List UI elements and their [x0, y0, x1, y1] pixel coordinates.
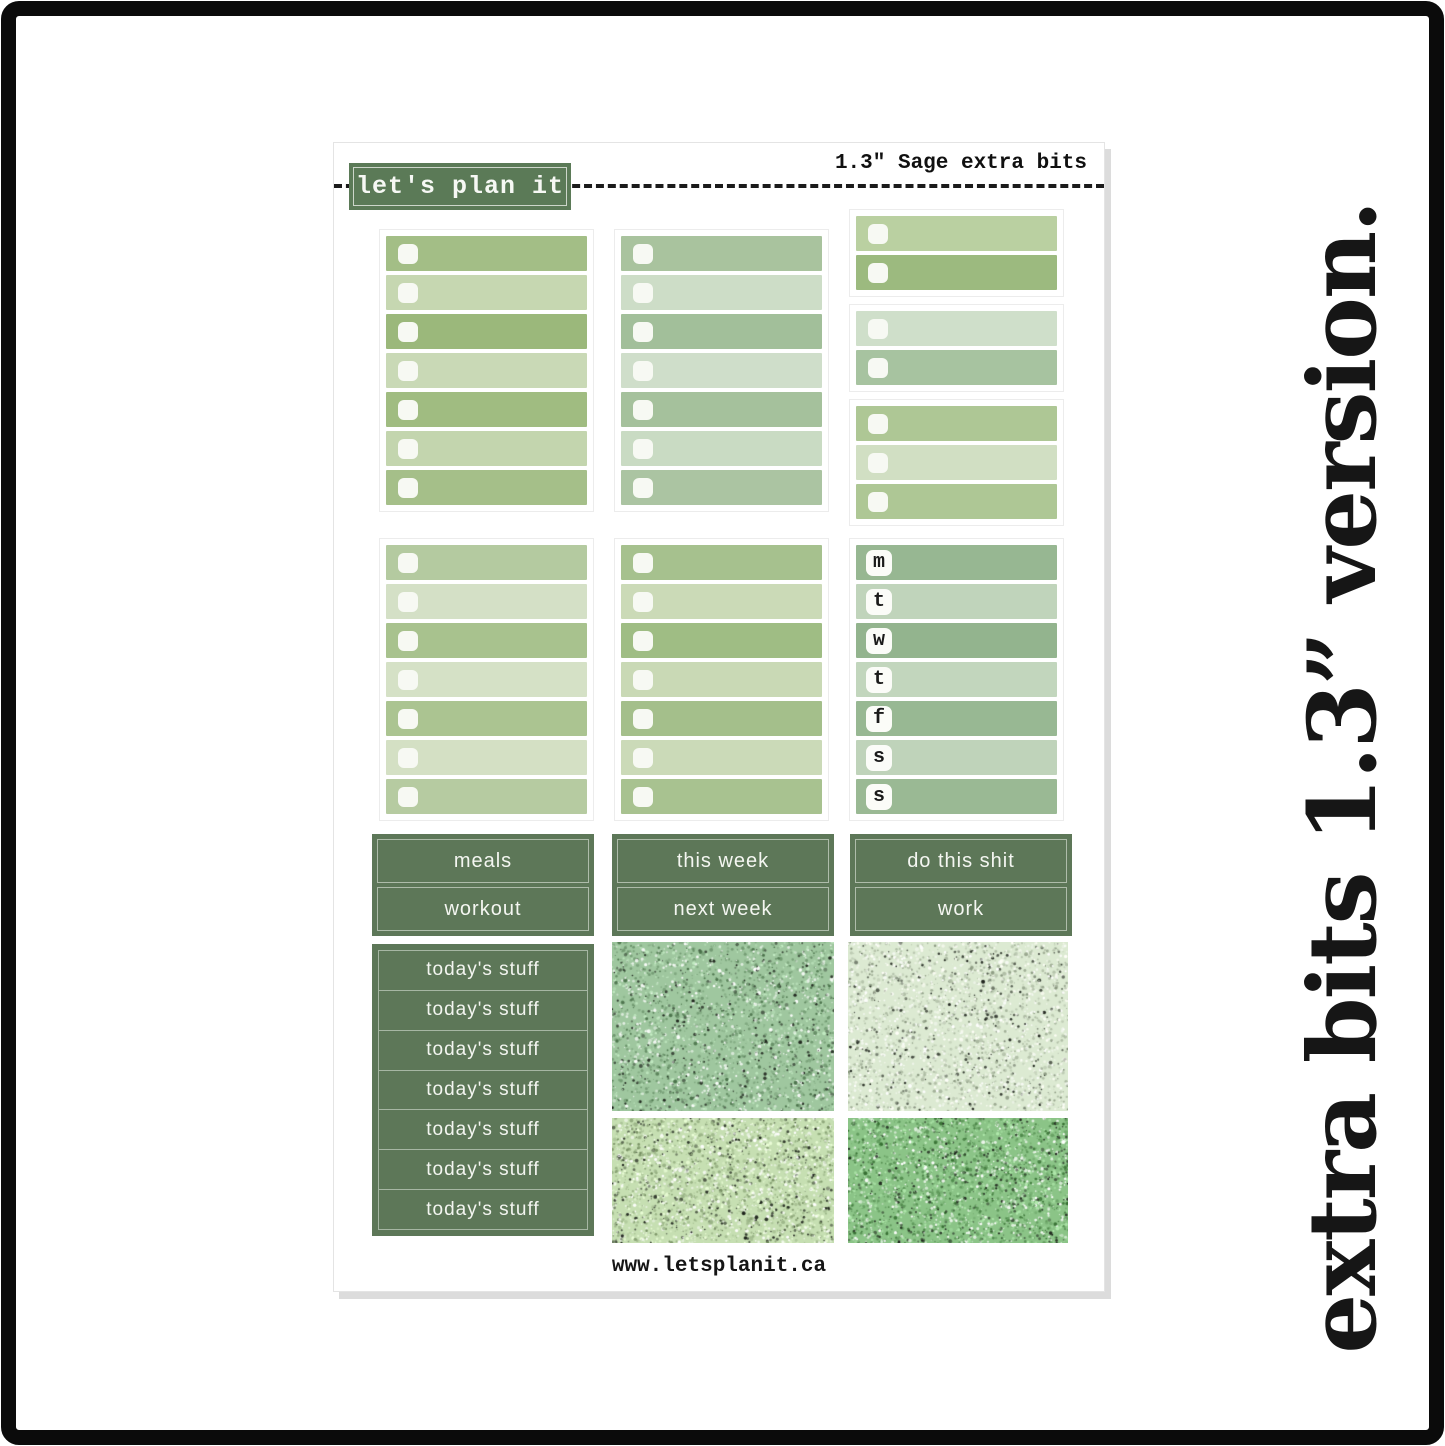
checkbox-icon	[633, 439, 653, 459]
checkbox-icon	[633, 748, 653, 768]
brand-badge-label: let's plan it	[353, 167, 567, 206]
checkbox-sticker	[621, 545, 822, 580]
checkbox-icon	[868, 319, 888, 339]
todays-stuff-sticker: today's stuff	[379, 1109, 587, 1149]
header-sticker-label: next week	[617, 887, 829, 931]
day-letter-chip: s	[866, 784, 892, 810]
checkbox-sticker	[621, 740, 822, 775]
todays-stuff-rows	[378, 950, 588, 1230]
checkbox-sticker-group	[849, 399, 1064, 526]
checkbox-sticker	[621, 314, 822, 349]
checkbox-icon	[633, 787, 653, 807]
header-sticker-label: work	[855, 887, 1067, 931]
checkbox-icon	[398, 283, 418, 303]
header-sticker-meals-workout	[372, 834, 594, 936]
checkbox-sticker	[386, 779, 587, 814]
checkbox-sticker	[386, 392, 587, 427]
day-sticker-group	[849, 538, 1064, 821]
checkbox-sticker	[386, 584, 587, 619]
checkbox-sticker	[386, 701, 587, 736]
checkbox-sticker	[386, 740, 587, 775]
checkbox-icon	[398, 244, 418, 264]
sticker-sheet	[333, 142, 1105, 1292]
checkbox-icon	[633, 592, 653, 612]
day-sticker	[856, 545, 1057, 580]
glitter-swatch	[612, 942, 834, 1111]
checkbox-sticker-group	[379, 229, 594, 512]
side-caption-text: extra bits 1.3” version.	[1288, 202, 1398, 1354]
checkbox-sticker	[856, 255, 1057, 290]
checkbox-sticker	[856, 406, 1057, 441]
sheet-size-label: 1.3" Sage extra bits	[834, 152, 1087, 175]
checkbox-sticker	[621, 431, 822, 466]
checkbox-sticker	[621, 392, 822, 427]
checkbox-icon	[398, 553, 418, 573]
todays-stuff-sticker: today's stuff	[379, 1189, 587, 1229]
checkbox-icon	[398, 709, 418, 729]
checkbox-icon	[633, 361, 653, 381]
day-sticker	[856, 662, 1057, 697]
checkbox-icon	[633, 670, 653, 690]
todays-stuff-block	[372, 944, 594, 1236]
checkbox-sticker-group	[379, 538, 594, 821]
checkbox-sticker-group	[849, 209, 1064, 297]
day-sticker	[856, 584, 1057, 619]
checkbox-icon	[868, 358, 888, 378]
checkbox-sticker	[621, 275, 822, 310]
glitter-swatch	[612, 1118, 834, 1243]
side-caption	[1263, 150, 1423, 1406]
day-letter-chip: t	[866, 589, 892, 615]
checkbox-icon	[633, 283, 653, 303]
day-letter-chip: f	[866, 706, 892, 732]
checkbox-sticker	[621, 701, 822, 736]
day-sticker	[856, 623, 1057, 658]
glitter-swatch	[848, 942, 1068, 1111]
checkbox-sticker	[386, 314, 587, 349]
checkbox-sticker	[621, 470, 822, 505]
brand-badge	[349, 163, 571, 210]
todays-stuff-sticker: today's stuff	[379, 1070, 587, 1110]
checkbox-sticker	[621, 236, 822, 271]
checkbox-sticker	[386, 236, 587, 271]
checkbox-icon	[633, 400, 653, 420]
checkbox-sticker	[621, 779, 822, 814]
checkbox-icon	[633, 244, 653, 264]
checkbox-icon	[633, 478, 653, 498]
checkbox-sticker	[386, 275, 587, 310]
checkbox-sticker	[621, 623, 822, 658]
checkbox-sticker	[621, 662, 822, 697]
header-sticker-label: meals	[377, 839, 589, 883]
checkbox-icon	[398, 400, 418, 420]
day-sticker	[856, 779, 1057, 814]
day-letter-chip: w	[866, 628, 892, 654]
day-sticker	[856, 701, 1057, 736]
checkbox-sticker	[856, 445, 1057, 480]
checkbox-icon	[868, 263, 888, 283]
todays-stuff-sticker: today's stuff	[379, 1030, 587, 1070]
header-sticker-label: workout	[377, 887, 589, 931]
checkbox-icon	[633, 322, 653, 342]
day-sticker	[856, 740, 1057, 775]
checkbox-icon	[633, 553, 653, 573]
checkbox-icon	[633, 709, 653, 729]
checkbox-sticker-group	[614, 229, 829, 512]
checkbox-sticker	[856, 484, 1057, 519]
todays-stuff-sticker: today's stuff	[426, 959, 540, 981]
checkbox-icon	[398, 592, 418, 612]
checkbox-icon	[398, 631, 418, 651]
checkbox-sticker	[386, 545, 587, 580]
checkbox-sticker	[621, 353, 822, 388]
checkbox-sticker	[386, 470, 587, 505]
checkbox-icon	[868, 453, 888, 473]
checkbox-sticker-group	[614, 538, 829, 821]
checkbox-sticker	[621, 584, 822, 619]
header-sticker-tasks	[850, 834, 1072, 936]
checkbox-icon	[398, 361, 418, 381]
checkbox-sticker	[856, 216, 1057, 251]
checkbox-sticker	[386, 623, 587, 658]
checkbox-icon	[868, 224, 888, 244]
header-sticker-weeks	[612, 834, 834, 936]
checkbox-sticker	[856, 350, 1057, 385]
day-letter-chip: t	[866, 667, 892, 693]
header-sticker-label: do this shit	[855, 839, 1067, 883]
checkbox-sticker	[386, 431, 587, 466]
checkbox-sticker	[386, 353, 587, 388]
checkbox-icon	[398, 748, 418, 768]
checkbox-icon	[398, 787, 418, 807]
checkbox-icon	[633, 631, 653, 651]
day-letter-chip: m	[866, 550, 892, 576]
glitter-swatch	[848, 1118, 1068, 1243]
checkbox-icon	[398, 670, 418, 690]
checkbox-icon	[398, 439, 418, 459]
checkbox-icon	[398, 478, 418, 498]
checkbox-icon	[868, 414, 888, 434]
checkbox-sticker-group	[849, 304, 1064, 392]
checkbox-icon	[868, 492, 888, 512]
checkbox-sticker	[386, 662, 587, 697]
website-label: www.letsplanit.ca	[611, 1255, 827, 1278]
checkbox-icon	[398, 322, 418, 342]
checkbox-sticker	[856, 311, 1057, 346]
header-sticker-label: this week	[617, 839, 829, 883]
day-letter-chip: s	[866, 745, 892, 771]
todays-stuff-sticker: today's stuff	[379, 990, 587, 1030]
todays-stuff-sticker: today's stuff	[379, 1149, 587, 1189]
